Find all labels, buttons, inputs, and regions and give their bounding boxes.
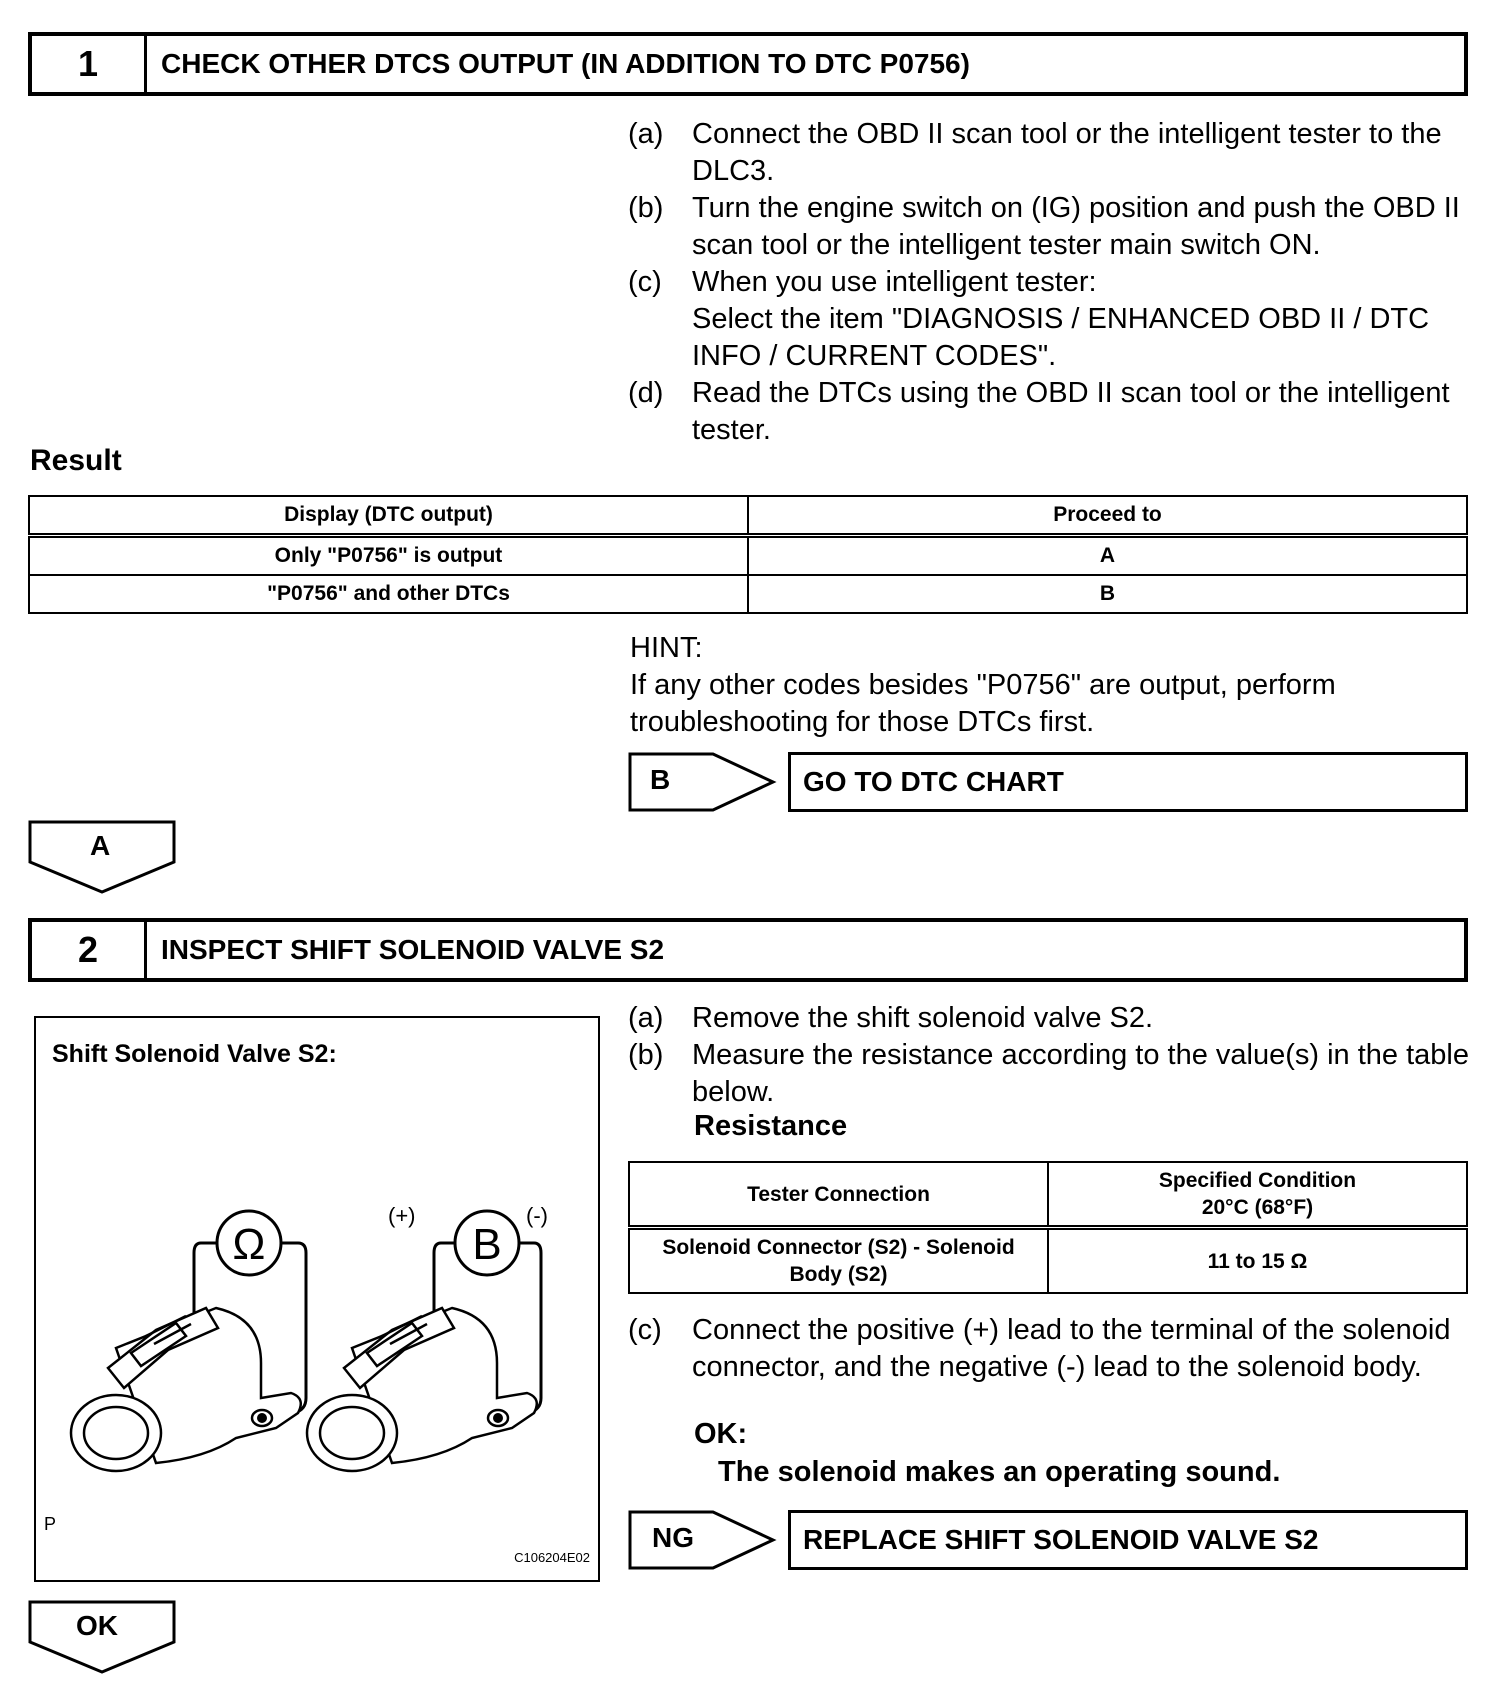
step-2-instruction-c [628, 1312, 1478, 1386]
table-cell: "P0756" and other DTCs [29, 575, 748, 613]
branch-tag-label: A [90, 830, 111, 861]
svg-text:Ω: Ω [232, 1220, 266, 1269]
svg-text:(-): (-) [526, 1203, 548, 1228]
replace-solenoid-box[interactable]: REPLACE SHIFT SOLENOID VALVE S2 [788, 1510, 1468, 1570]
instruction-item [628, 1000, 1478, 1037]
go-to-dtc-chart-box[interactable]: GO TO DTC CHART [788, 752, 1468, 812]
ok-spec-text: The solenoid makes an operating sound. [718, 1456, 1281, 1488]
hint-text: If any other codes besides "P0756" are output, perform troubleshooting for those DTCs first. [630, 669, 1336, 738]
resistance-table [628, 1161, 1468, 1294]
solenoid-valve-illustration [36, 1018, 598, 1580]
instruction-letter: (b) [628, 1039, 664, 1071]
solenoid-left [71, 1308, 301, 1471]
solenoid-figure [34, 1016, 600, 1582]
table-header-row [29, 496, 1467, 536]
step-number: 2 [32, 922, 147, 978]
instruction-letter: (d) [628, 377, 664, 409]
step-1-instructions [628, 116, 1478, 449]
instruction-text: Turn the engine switch on (IG) position and push the OBD II scan tool or the intelligent tester main switch ON. [692, 192, 1460, 261]
table-cell: A [748, 536, 1467, 576]
table-row [29, 536, 1467, 576]
instruction-text: Connect the positive (+) lead to the terminal of the solenoid connector, and the negative (-) lead to the solenoid body. [692, 1314, 1451, 1383]
hint-label: HINT: [630, 632, 703, 664]
branch-tag-label: OK [76, 1610, 118, 1641]
instruction-item [628, 1037, 1478, 1111]
instruction-item [628, 375, 1478, 449]
step-title: CHECK OTHER DTCS OUTPUT (IN ADDITION TO DTC P0756) [161, 48, 970, 79]
instruction-letter: (c) [628, 1314, 662, 1346]
instruction-item [628, 190, 1478, 264]
branch-tag-label: NG [652, 1522, 694, 1553]
figure-code: C106204E02 [514, 1550, 590, 1565]
instruction-item [628, 116, 1478, 190]
figure-p-label: P [44, 1514, 57, 1534]
instruction-letter: (a) [628, 1002, 664, 1034]
branch-tag-label: B [650, 764, 671, 795]
table-header-cell: Display (DTC output) [29, 496, 748, 536]
branch-ng-tag[interactable] [628, 1510, 778, 1570]
instruction-letter: (a) [628, 118, 664, 150]
svg-text:B: B [472, 1220, 502, 1269]
branch-a-tag[interactable] [28, 820, 178, 894]
instruction-letter: (c) [628, 266, 662, 298]
instruction-item [628, 264, 1478, 375]
figure-title: Shift Solenoid Valve S2: [52, 1040, 337, 1068]
resistance-heading: Resistance [694, 1110, 848, 1142]
step-1-header [28, 32, 1468, 96]
table-cell: 11 to 15 Ω [1048, 1228, 1467, 1294]
table-row [629, 1228, 1467, 1294]
instruction-text: When you use intelligent tester: Select the item "DIAGNOSIS / ENHANCED OBD II / DTC INFO / CURRENT CODES". [692, 266, 1430, 372]
step-title: INSPECT SHIFT SOLENOID VALVE S2 [161, 934, 665, 965]
solenoid-right [307, 1308, 537, 1471]
step-number: 1 [32, 36, 147, 92]
table-header-cell: Tester Connection [629, 1162, 1048, 1228]
table-header-cell: Proceed to [748, 496, 1467, 536]
svg-text:(+): (+) [388, 1203, 416, 1228]
step-2-header [28, 918, 1468, 982]
table-cell: Solenoid Connector (S2) - Solenoid Body (S2) [629, 1228, 1048, 1294]
result-label: Result [30, 444, 122, 477]
step-2-instructions [628, 1000, 1478, 1111]
table-header-cell: Specified Condition 20°C (68°F) [1048, 1162, 1467, 1228]
instruction-letter: (b) [628, 192, 664, 224]
instruction-item [628, 1312, 1478, 1386]
instruction-text: Remove the shift solenoid valve S2. [692, 1002, 1154, 1034]
instruction-text: Read the DTCs using the OBD II scan tool or the intelligent tester. [692, 377, 1450, 446]
branch-ok-tag[interactable] [28, 1600, 178, 1674]
table-cell: B [748, 575, 1467, 613]
instruction-text: Measure the resistance according to the value(s) in the table below. [692, 1039, 1469, 1108]
ok-spec-label: OK: [694, 1418, 748, 1450]
hint [630, 630, 1450, 741]
result-table [28, 495, 1468, 614]
branch-b-tag[interactable] [628, 752, 778, 812]
arrow-right-shape [628, 1510, 778, 1570]
table-cell: Only "P0756" is output [29, 536, 748, 576]
table-row [29, 575, 1467, 613]
instruction-text: Connect the OBD II scan tool or the intelligent tester to the DLC3. [692, 118, 1442, 187]
table-header-row [629, 1162, 1467, 1228]
